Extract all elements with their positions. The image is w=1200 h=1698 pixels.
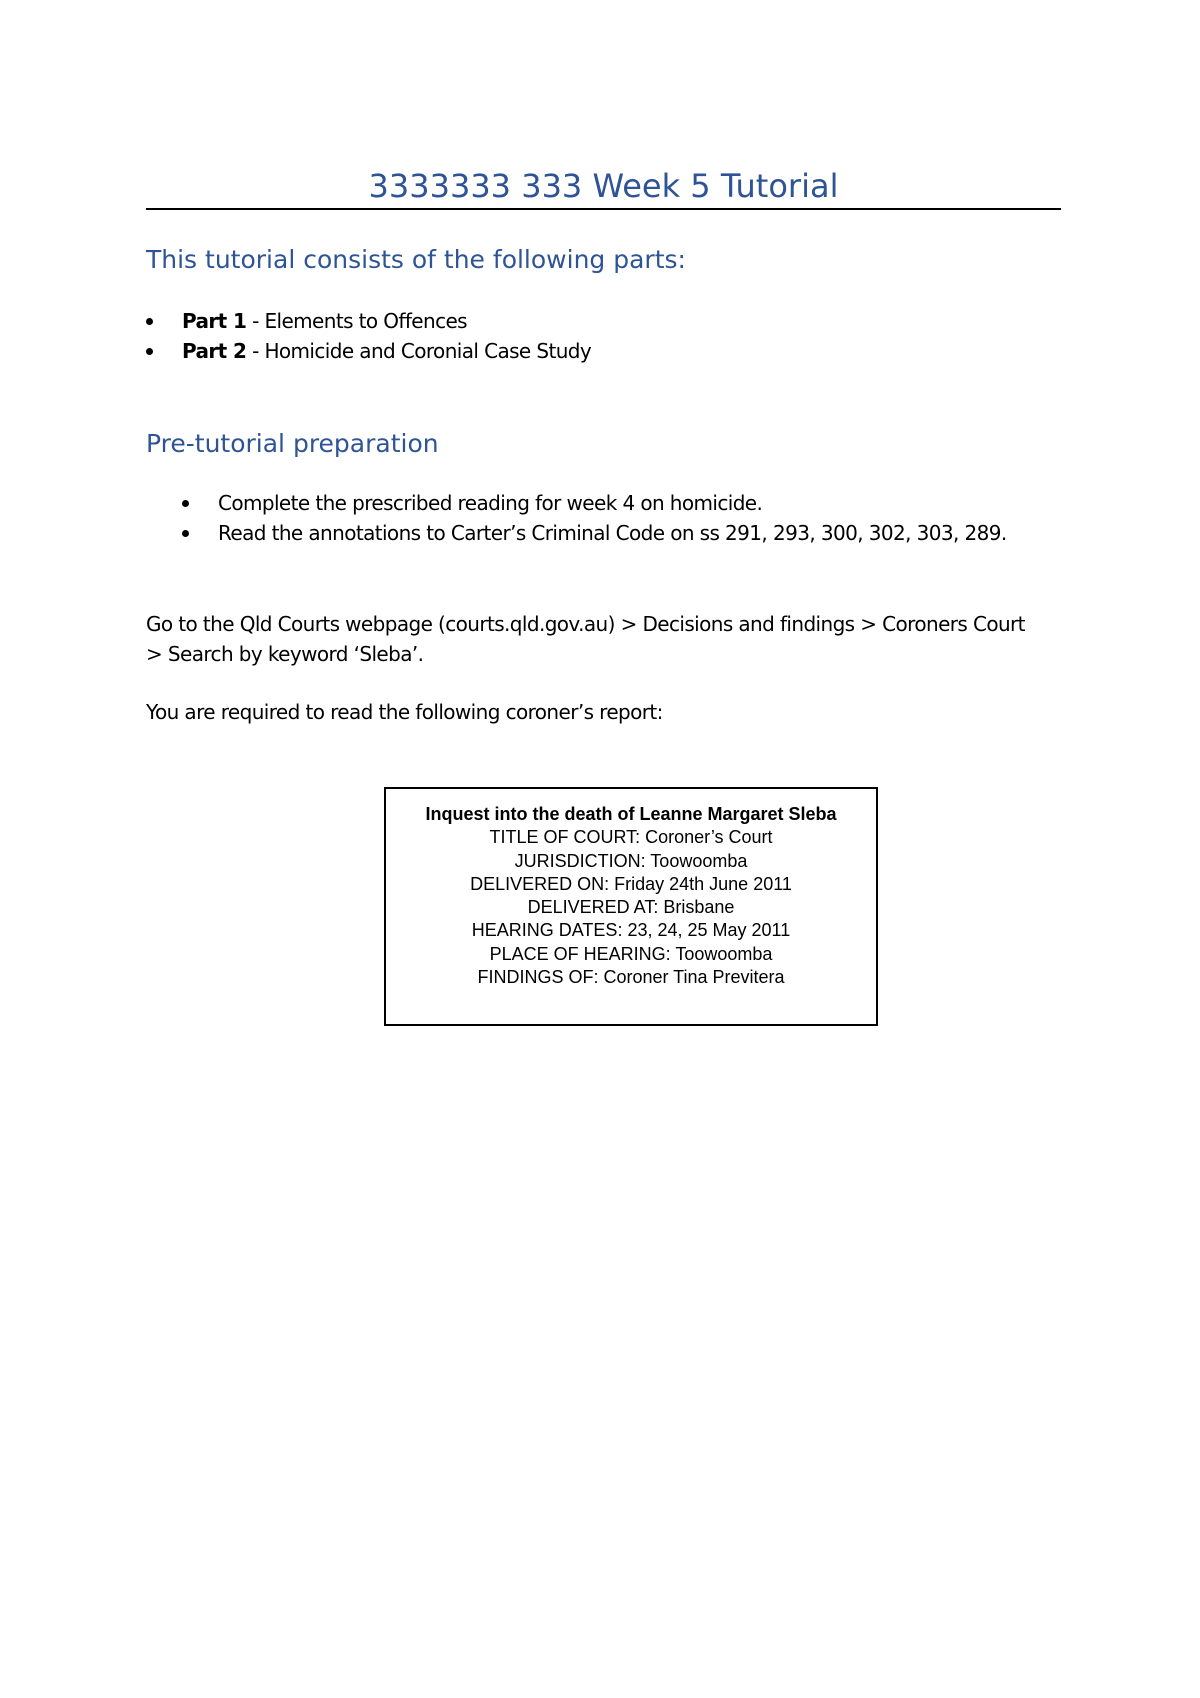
part-text: - Elements to Offences [246,309,468,333]
instructions-line: Go to the Qld Courts webpage (courts.qld.gov.au) > Decisions and findings > Coroners Court [146,612,1025,636]
list-item [182,306,591,336]
prep-list [218,488,1007,548]
page-title: 3333333 333 Week 5 Tutorial [368,167,839,205]
inquest-detail: FINDINGS OF: Coroner Tina Previtera [477,967,785,988]
inquest-detail: TITLE OF COURT: Coroner’s Court [489,827,773,848]
part-text: - Homicide and Coronial Case Study [246,339,592,363]
bullet-icon [182,500,189,507]
bullet-icon [146,318,153,325]
inquest-detail: JURISDICTION: Toowoomba [514,850,748,871]
courts-instructions [146,609,1076,669]
inquest-heading: Inquest into the death of Leanne Margaret Sleba [425,804,837,824]
inquest-details-box [384,787,878,1026]
title-divider [146,208,1061,210]
prep-item-text: Read the annotations to Carter’s Criminal Code on ss 291, 293, 300, 302, 303, 289. [218,521,1007,545]
part-label: Part 1 [182,309,247,333]
prep-heading: Pre-tutorial preparation [146,429,439,458]
instructions-line: > Search by keyword ‘Sleba’. [146,642,424,666]
list-item [182,336,591,366]
inquest-detail: PLACE OF HEARING: Toowoomba [489,943,773,964]
inquest-detail: DELIVERED AT: Brisbane [527,897,735,918]
required-reading-text: You are required to read the following coroner’s report: [146,700,663,724]
parts-list [182,306,591,366]
list-item [218,488,1007,518]
inquest-detail: HEARING DATES: 23, 24, 25 May 2011 [471,920,791,941]
prep-item-text: Complete the prescribed reading for week 4 on homicide. [218,491,763,515]
parts-heading: This tutorial consists of the following parts: [146,245,686,274]
list-item [218,518,1007,548]
bullet-icon [146,348,153,355]
inquest-detail: DELIVERED ON: Friday 24th June 2011 [470,873,792,894]
bullet-icon [182,530,189,537]
part-label: Part 2 [182,339,247,363]
